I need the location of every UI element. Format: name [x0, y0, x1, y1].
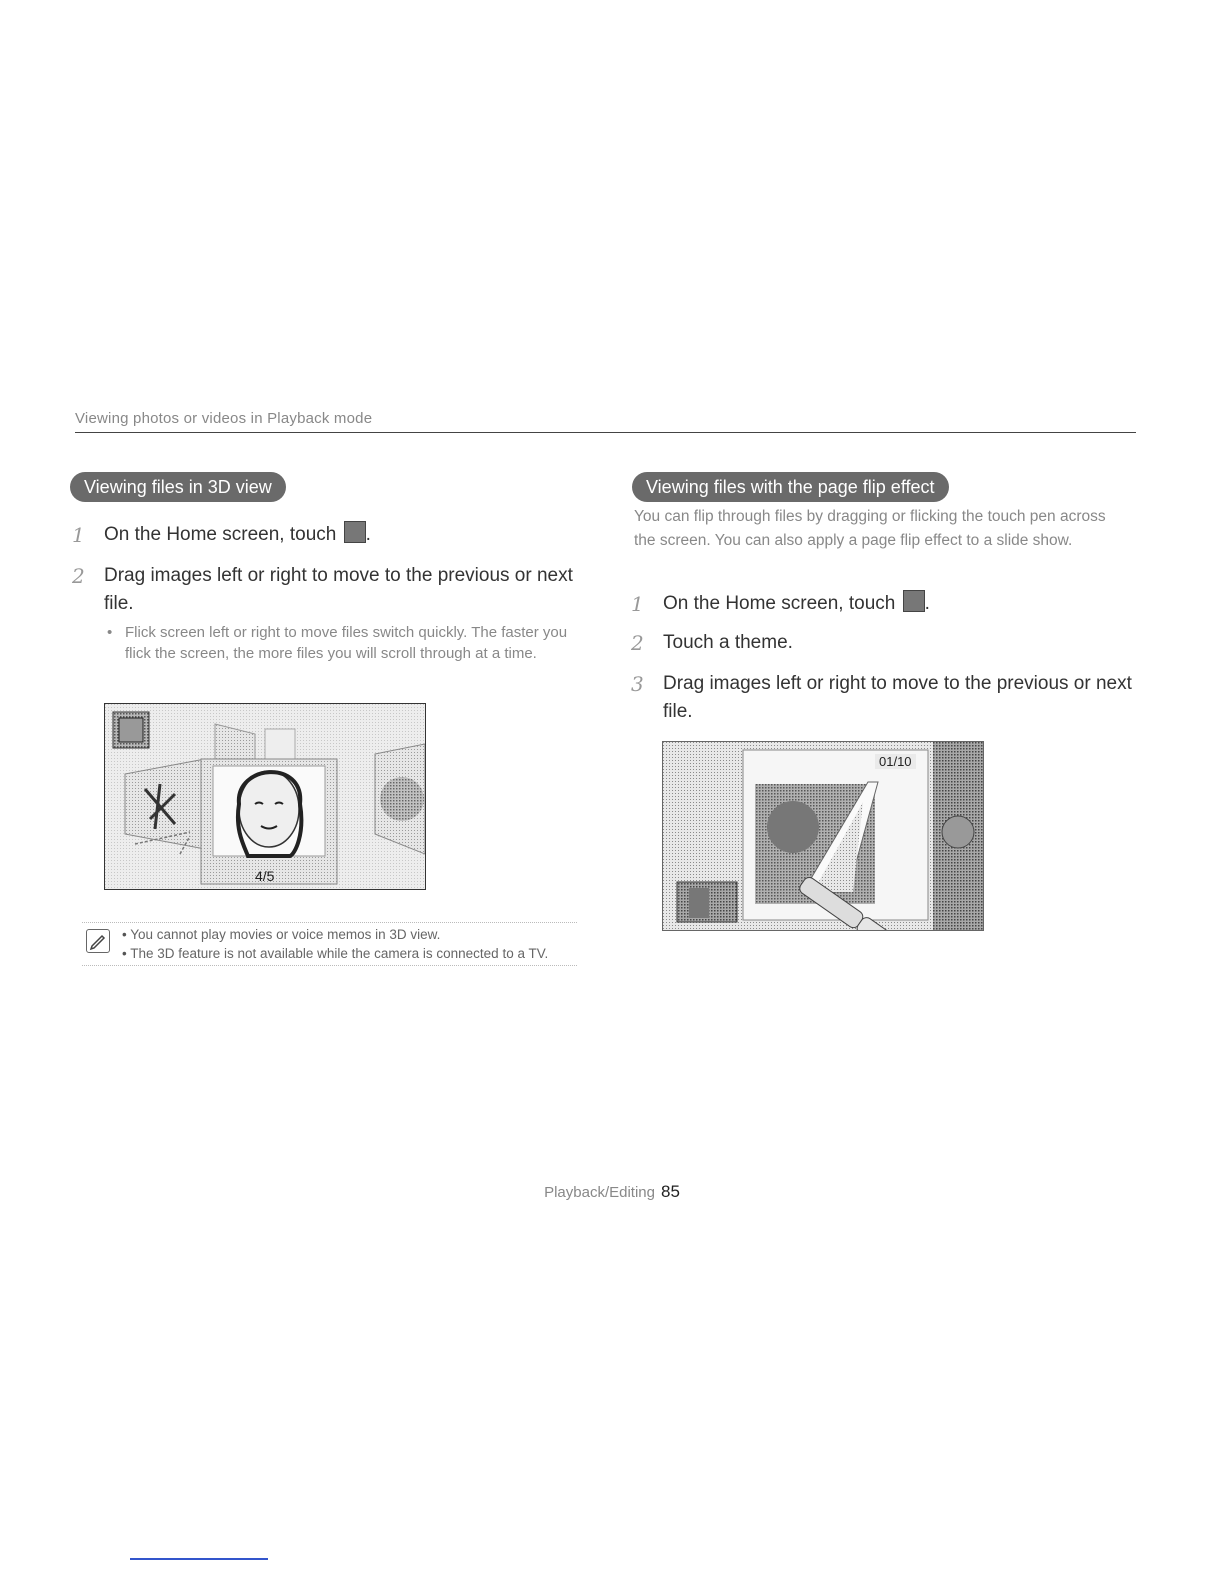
- note-list: [122, 925, 548, 963]
- bullet-text: Flick screen left or right to move files switch quickly. The faster you flick the screen, the more files you will scroll through at a time.: [125, 624, 568, 662]
- right-intro: You can flip through files by dragging or flicking the touch pen across the screen. You can also apply a page flip effect to a slide show.: [634, 508, 1106, 549]
- 3d-view-icon: [344, 521, 366, 543]
- step-text: Touch a theme.: [663, 632, 793, 653]
- link-underline: [130, 1558, 268, 1560]
- footer-section: Playback/Editing: [544, 1184, 655, 1201]
- right-step-3: [631, 670, 1133, 726]
- page-flip-icon: [903, 590, 925, 612]
- note-pencil-icon: [86, 929, 110, 953]
- left-step-2: [72, 562, 574, 618]
- step-number: 2: [631, 631, 644, 655]
- page-footer: [0, 1182, 1224, 1202]
- page-flip-screenshot: [662, 741, 984, 931]
- note-box: [82, 922, 577, 966]
- page-header: [75, 410, 1136, 433]
- page-number: 85: [660, 1182, 680, 1201]
- step-number: 1: [631, 592, 644, 616]
- section-title: Viewing photos or videos in Playback mode: [75, 410, 373, 427]
- page-flip-illustration: [663, 742, 983, 930]
- step-number: 2: [72, 564, 85, 588]
- 3d-view-screenshot: [104, 703, 426, 890]
- note-item: • You cannot play movies or voice memos in 3D view.: [122, 925, 548, 944]
- heading-3d-view: Viewing files in 3D view: [70, 472, 286, 502]
- step-text: Drag images left or right to move to the previous or next file.: [104, 565, 573, 614]
- step-number: 3: [631, 672, 644, 696]
- right-step-1: 1 On the Home screen, touch .: [631, 592, 930, 616]
- note-item: • The 3D feature is not available while the camera is connected to a TV.: [122, 944, 548, 963]
- left-step-1: 1 On the Home screen, touch .: [72, 523, 371, 547]
- step-text: On the Home screen, touch: [104, 524, 337, 545]
- left-bullet: [107, 622, 575, 664]
- step-number: 1: [72, 523, 85, 547]
- step-text: Drag images left or right to move to the previous or next file.: [663, 673, 1132, 722]
- 3d-view-illustration: [105, 704, 425, 889]
- bullet-dot: •: [107, 624, 113, 641]
- file-counter: 01/10: [875, 754, 916, 769]
- heading-page-flip: Viewing files with the page flip effect: [632, 472, 949, 502]
- file-counter: 4/5: [255, 868, 275, 884]
- right-step-2: [631, 629, 1133, 657]
- step-text: On the Home screen, touch: [663, 593, 896, 614]
